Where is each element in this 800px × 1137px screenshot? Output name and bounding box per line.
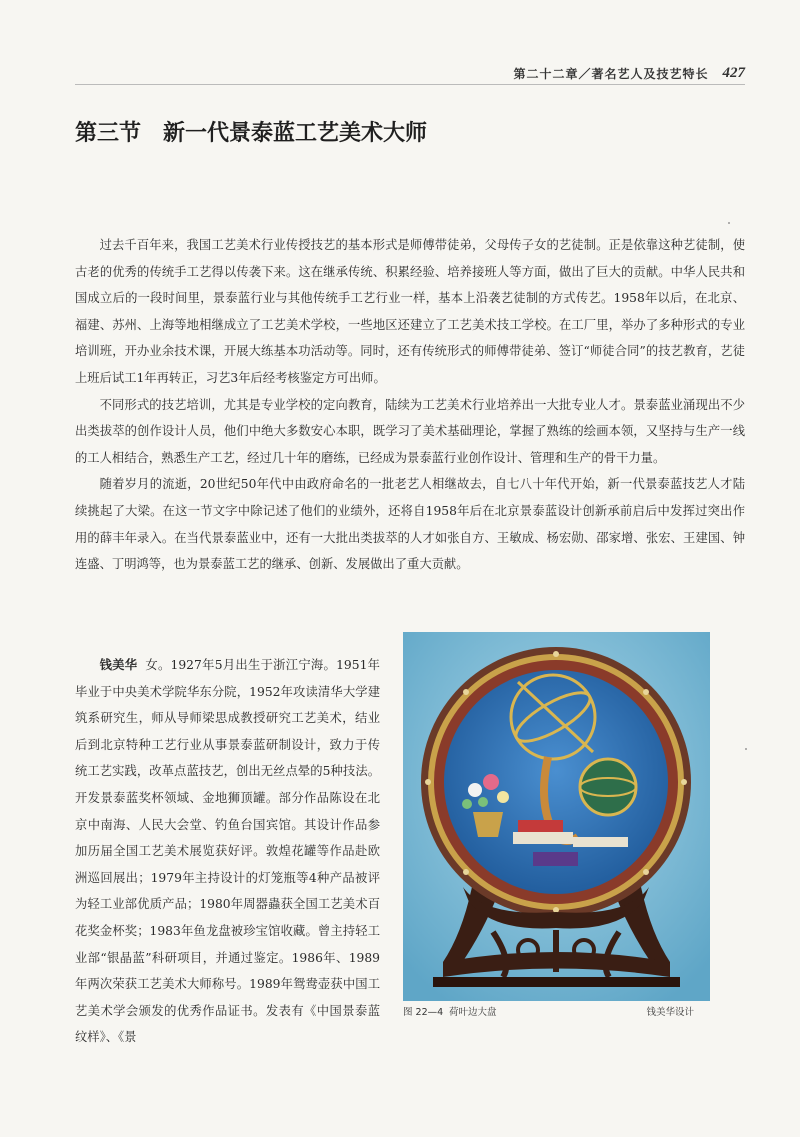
body-text xyxy=(75,232,745,578)
biography-name: 钱美华 xyxy=(99,657,138,672)
paragraph-3: 随着岁月的流逝，20世纪50年代中由政府命名的一批老艺人相继故去，自七八十年代开始，新一代景泰蓝技艺人才陆续挑起了大梁。在这一节文字中除记述了他们的业绩外，还将自1958年后在北京景泰蓝设计创新承前启后中发挥过突出作用的薛丰年录入。在当代景泰蓝业中，还有一大批出类拔萃的人才如张自方、王敏成、杨宏勋、邵家增、张宏、王建国、钟连盛、丁明鸿等，也为景泰蓝工艺的继承、创新、发展做出了重大贡献。 xyxy=(75,477,745,572)
section-number: 第三节 xyxy=(75,120,142,146)
biography-paragraph xyxy=(75,652,380,1051)
figure-caption xyxy=(403,1004,710,1022)
paragraph-1: 过去千百年来，我国工艺美术行业传授技艺的基本形式是师傅带徒弟，父母传子女的艺徒制。正是依靠这种艺徒制，使古老的优秀的传统手工艺得以传袭下来。这在继承传统、积累经验、培养接班人等方面，做出了巨大的贡献。中华人民共和国成立后的一段时间里，景泰蓝行业与其他传统手工艺行业一样，基本上沿袭艺徒制的方式传艺。1958年以后，在北京、福建、苏州、上海等地相继成立了工艺美术学校，一些地区还建立了工艺美术技工学校。在工厂里，举办了多种形式的专业培训班，开办业余技术课，开展大练基本功活动等。同时，还有传统形式的师傅带徒弟、签订“师徒合同”的技艺教育，艺徒上班后试工1年再转正，习艺3年后经考核鉴定方可出师。 xyxy=(75,238,745,385)
chapter-title: 第二十二章／著名艺人及技艺特长 xyxy=(513,66,709,81)
section-heading xyxy=(75,116,427,147)
scan-speck xyxy=(728,222,730,224)
cloisonne-plate-on-stand-icon xyxy=(403,632,710,1001)
figure-credit: 钱美华设计 xyxy=(646,1007,694,1018)
header-rule xyxy=(75,84,745,85)
page-number: 427 xyxy=(722,64,745,81)
figure-photo xyxy=(403,632,710,1001)
figure-title: 荷叶边大盘 xyxy=(449,1007,497,1018)
biography-text: 女。1927年5月出生于浙江宁海。1951年毕业于中央美术学院华东分院，1952年攻读清华大学建筑系研究生，师从导师梁思成教授研究工艺美术，结业后到北京特种工艺行业从事景泰蓝研制设计，致力于传统工艺实践，改革点蓝技艺，创出无丝点晕的5种技法。开发景泰蓝奖杯领域、金地狮顶罐。部分作品陈设在北京中南海、人民大会堂、钓鱼台国宾馆。其设计作品参加历届全国工艺美术展览获好评。敦煌花罐等作品赴欧洲巡回展出；1979年主持设计的灯笼瓶等4种产品被评为轻工业部优质产品；1980年周器蟲获全国工艺美术百花奖金杯奖；1983年鱼龙盘被珍宝馆收藏。曾主持轻工业部“银晶蓝”科研项目，并通过鉴定。1986年、1989年两次荣获工艺美术大师称号。1989年鸳鸯壶获中国工艺美术学会颁发的优秀作品证书。发表有《中国景泰蓝纹样》、《景 xyxy=(75,658,380,1045)
scan-speck xyxy=(745,748,747,750)
section-title: 新一代景泰蓝工艺美术大师 xyxy=(163,120,428,146)
running-header xyxy=(75,62,745,84)
paragraph-2: 不同形式的技艺培训，尤其是专业学校的定向教育，陆续为工艺美术行业培养出一大批专业人才。景泰蓝业涌现出不少出类拔萃的创作设计人员，他们中绝大多数安心本职，既学习了美术基础理论，掌握了熟练的绘画本领，又坚持与生产一线的工人相结合，熟悉生产工艺，经过几十年的磨练，已经成为景泰蓝行业创作设计、管理和生产的骨干力量。 xyxy=(75,397,745,465)
figure-number: 图 22—4 xyxy=(403,1007,444,1018)
biography xyxy=(75,652,380,1051)
